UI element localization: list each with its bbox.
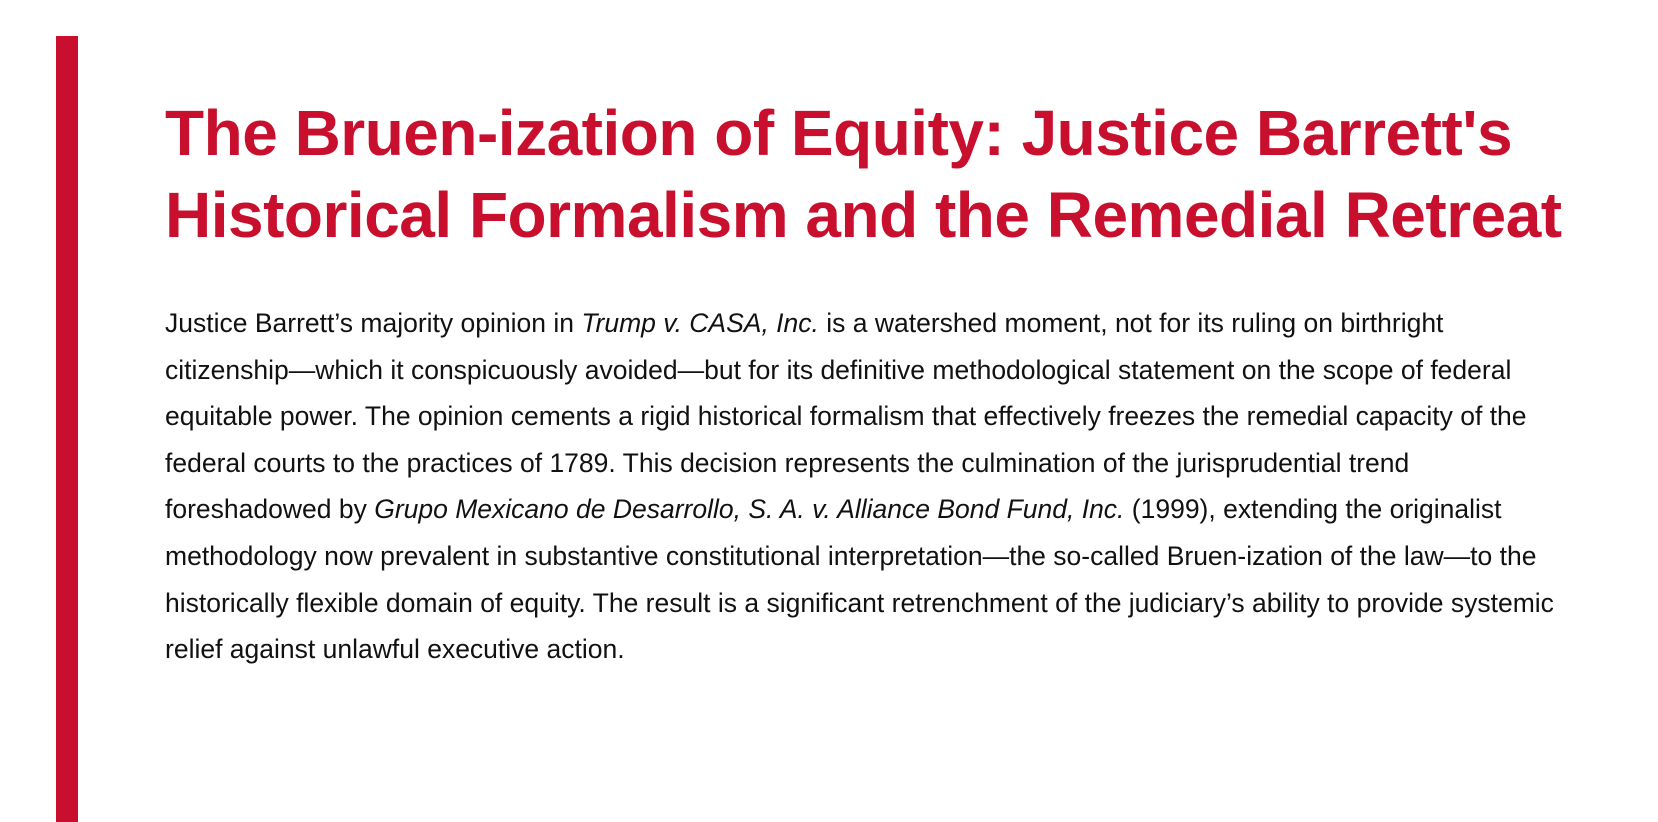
paragraph-text-3: (1999), extending the originalist methodology now prevalent in substantive constitutional interpretation—the so-called Bruen-ization of the law—to the historically flexible domain of equity. The result is a significant retrenchment of the judiciary’s ability to provide systemic relief against unlawful executive action. bbox=[165, 494, 1554, 665]
paragraph-text-1: Justice Barrett’s majority opinion in bbox=[165, 308, 582, 338]
case-citation-grupo-mexicano: Grupo Mexicano de Desarrollo, S. A. v. Alliance Bond Fund, Inc. bbox=[374, 494, 1125, 525]
article-title: The Bruen-ization of Equity: Justice Barrett's Historical Formalism and the Remedial Retreat bbox=[165, 97, 1562, 251]
paragraph-text-2: is a watershed moment, not for its ruling on birthright citizenship—which it conspicuously avoided—but for its definitive methodological statement on the scope of federal equitable power. The opinion cements a rigid historical formalism that effectively freezes the remedial capacity of the federal courts to the practices of 1789. This decision represents the culmination of the jurisprudential trend foreshadowed by bbox=[165, 308, 1527, 525]
article-paragraph bbox=[165, 300, 1570, 673]
article-content bbox=[165, 92, 1570, 673]
case-citation-trump-v-casa: Trump v. CASA, Inc. bbox=[581, 308, 819, 338]
accent-bar bbox=[56, 36, 78, 822]
